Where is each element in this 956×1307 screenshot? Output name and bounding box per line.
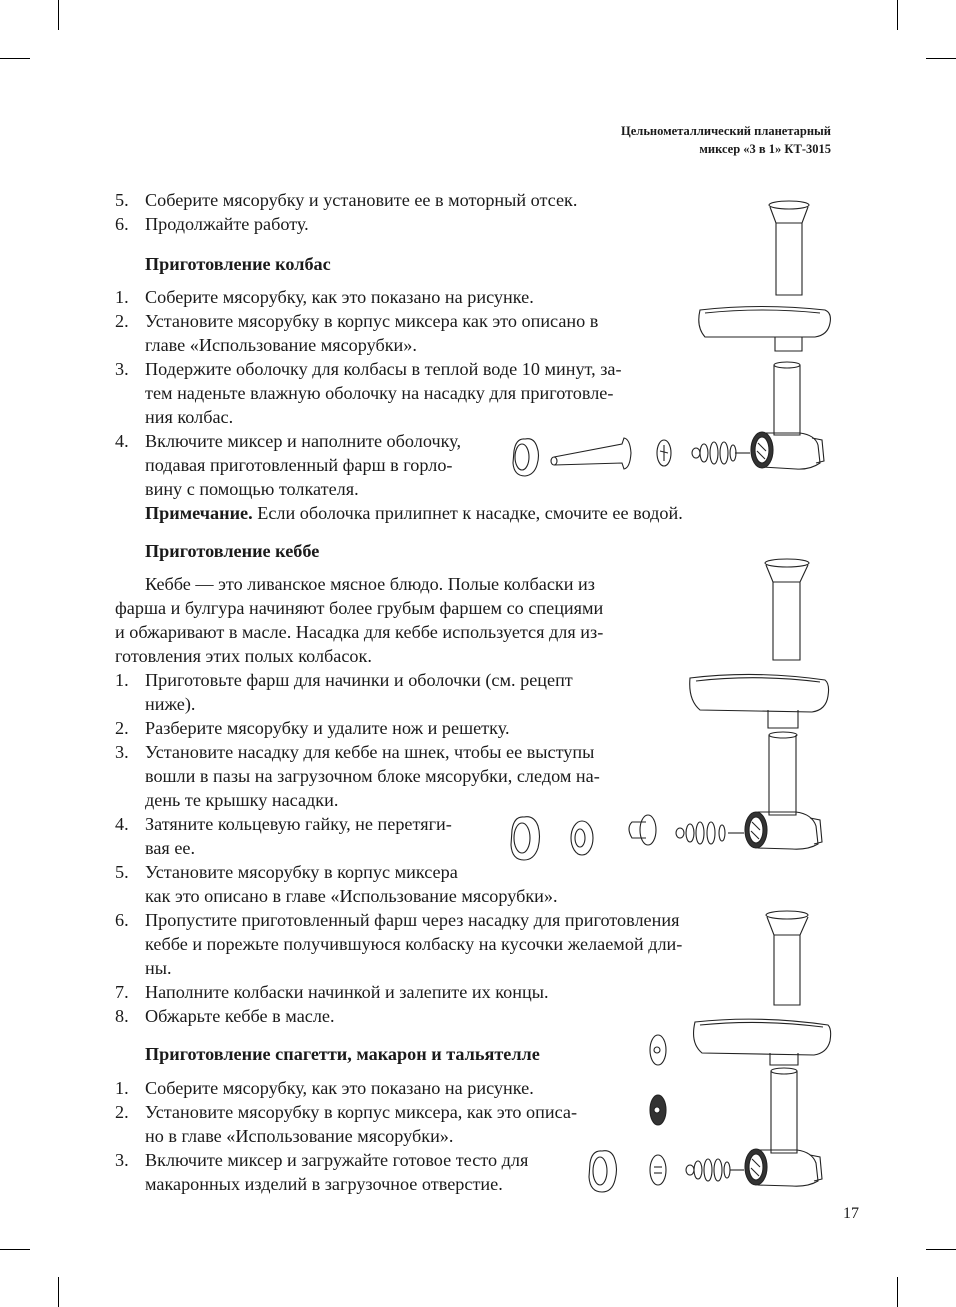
list-item-continuation: день те крышку насадки.: [145, 790, 339, 810]
paragraph-line: Кеббе — это ливанское мясное блюдо. Полые колбаски из: [145, 574, 595, 594]
list-item: 4. Включите миксер и наполните оболочку,: [115, 431, 462, 451]
running-header: [621, 122, 831, 158]
crop-mark: [897, 1277, 898, 1307]
list-item-continuation: ния колбас.: [145, 407, 234, 427]
list-item-continuation: ниже).: [145, 694, 196, 714]
meat-grinder-pasta-diagram-icon: [580, 905, 840, 1200]
list-item-continuation: вая ее.: [145, 838, 196, 858]
list-item-continuation: главе «Использование мясорубки».: [145, 335, 417, 355]
list-item: 8. Обжарьте кеббе в масле.: [115, 1006, 335, 1026]
crop-mark: [926, 58, 956, 59]
list-item: 2. Установите мясорубку в корпус миксера как это описано в: [115, 311, 599, 331]
list-item: 5. Соберите мясорубку и установите ее в моторный отсек.: [115, 190, 578, 210]
list-item: 3. Подержите оболочку для колбасы в теплой воде 10 минут, за-: [115, 359, 622, 379]
crop-mark: [58, 0, 59, 30]
section-title-sausage: Приготовление колбас: [145, 254, 331, 274]
list-item: 1. Соберите мясорубку, как это показано на рисунке.: [115, 1078, 534, 1098]
list-item: 3. Включите миксер и загружайте готовое тесто для: [115, 1150, 529, 1170]
crop-mark: [58, 1277, 59, 1307]
list-item-continuation: кеббе и порежьте получившуюся колбаску на кусочки желаемой дли-: [145, 934, 683, 954]
list-item: 4. Затяните кольцевую гайку, не перетяги-: [115, 814, 452, 834]
list-item: 1. Приготовьте фарш для начинки и оболочки (см. рецепт: [115, 670, 573, 690]
list-item: 3. Установите насадку для кеббе на шнек, чтобы ее выступы: [115, 742, 595, 762]
meat-grinder-kebbe-diagram-icon: [500, 550, 840, 880]
paragraph-line: и обжаривают в масле. Насадка для кеббе используется для из-: [115, 622, 604, 642]
header-line-2: миксер «3 в 1» КТ-3015: [699, 142, 831, 156]
paragraph-line: фарша и булгура начиняют более грубым фаршем со специями: [115, 598, 604, 618]
list-item: 6. Пропустите приготовленный фарш через насадку для приготовления: [115, 910, 680, 930]
crop-mark: [897, 0, 898, 30]
list-item: 7. Наполните колбаски начинкой и залепите их концы.: [115, 982, 549, 1002]
list-item-continuation: тем наденьте влажную оболочку на насадку для приготовле-: [145, 383, 614, 403]
list-item-continuation: макаронных изделий в загрузочное отверстие.: [145, 1174, 503, 1194]
list-item-continuation: вошли в пазы на загрузочном блоке мясорубки, следом на-: [145, 766, 600, 786]
section-title-pasta: Приготовление спагетти, макарон и тальятелле: [145, 1044, 540, 1064]
list-item-continuation: как это описано в главе «Использование мясорубки».: [145, 886, 558, 906]
crop-mark: [926, 1249, 956, 1250]
list-item: 1. Соберите мясорубку, как это показано на рисунке.: [115, 287, 534, 307]
list-item: 5. Установите мясорубку в корпус миксера: [115, 862, 458, 882]
page-number: 17: [843, 1205, 859, 1222]
note-label: Примечание.: [145, 503, 253, 523]
list-item-continuation: подавая приготовленный фарш в горло-: [145, 455, 453, 475]
crop-mark: [0, 1249, 30, 1250]
note: Примечание. Если оболочка прилипнет к насадке, смочите ее водой.: [145, 503, 683, 523]
paragraph-line: готовления этих полых колбасок.: [115, 646, 372, 666]
list-item: 6. Продолжайте работу.: [115, 214, 309, 234]
section-title-kebbe: Приготовление кеббе: [145, 541, 320, 561]
list-item-continuation: вину с помощью толкателя.: [145, 479, 359, 499]
list-item: 2. Разберите мясорубку и удалите нож и решетку.: [115, 718, 510, 738]
meat-grinder-sausage-diagram-icon: [500, 195, 840, 500]
header-line-1: Цельнометаллический планетарный: [621, 124, 831, 138]
list-item-continuation: но в главе «Использование мясорубки».: [145, 1126, 454, 1146]
list-item: 2. Установите мясорубку в корпус миксера, как это описа-: [115, 1102, 578, 1122]
list-item-continuation: ны.: [145, 958, 172, 978]
crop-mark: [0, 58, 30, 59]
